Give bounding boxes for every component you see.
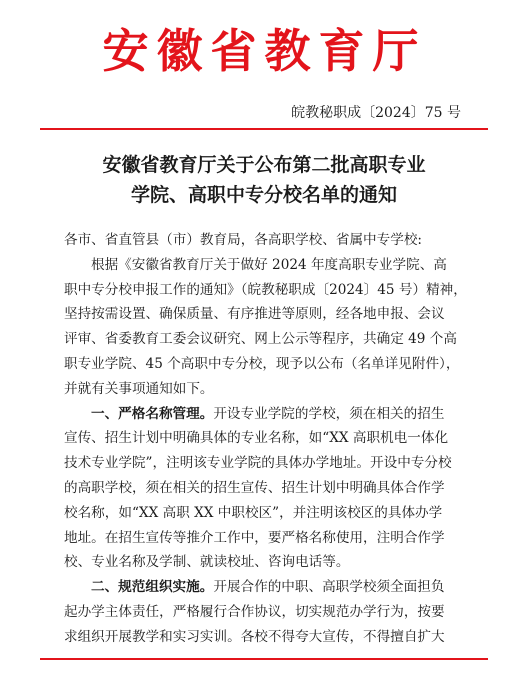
issuer-header: 安徽省教育厅 [102, 24, 427, 78]
body-line: 的高职学校，须在相关的招生宣传、招生计划中明确具体合作学 [64, 479, 445, 496]
body-line: 并就有关事项通知如下。 [64, 380, 214, 397]
salutation: 各市、省直管县（市）教育局，各高职学校、省属中专学校: [64, 232, 423, 248]
section-2-line [64, 575, 462, 600]
title-line: 安徽省教育厅关于公布第二批高职专业 [102, 154, 426, 176]
body-line: 评审、省委教育工委会议研究、网上公示等程序，共确定 49 个高 [64, 331, 457, 348]
body-line: 宣传、招生计划中明确具体的专业名称，如“XX 高职机电一体化 [64, 430, 449, 447]
body-line: 地址。在招生宣传等推介工作中，要严格名称使用，注明合作学 [64, 529, 445, 546]
body-line: 技术专业学院”，注明该专业学院的具体办学地址。开设中专分校 [64, 455, 452, 472]
document-number: 皖教秘职成〔2024〕75 号 [291, 105, 461, 121]
body-line: 求组织开展教学和实习实训。各校不得夸大宣传，不得擅自扩大 [64, 628, 445, 645]
body-line: 坚持按需设置、确保质量、有序推进等原则，经各地申报、会议 [64, 306, 445, 323]
body-line: 校名称，如“XX 高职 XX 中职校区”，并注明该校区的具体办学 [64, 504, 443, 521]
document-body [64, 228, 467, 650]
body-line: 职中专分校申报工作的通知》（皖教秘职成〔2024〕45 号）精神， [64, 281, 467, 298]
section-1-line [64, 402, 462, 427]
title-line: 学院、高职中专分校名单的通知 [130, 184, 397, 206]
body-line: 起办学主体责任，严格履行合作协议，切实规范办学行为，按要 [64, 603, 445, 620]
body-line: 校、专业名称及学制、就读校址、咨询电话等。 [64, 554, 350, 571]
body-text: 开设专业学院的学校，须在相关的招生 [213, 405, 445, 422]
section-heading: 二、规范组织实施。 [91, 579, 214, 596]
red-divider-top [40, 128, 488, 130]
section-heading: 一、严格名称管理。 [91, 405, 214, 422]
body-text: 开展合作的中职、高职学校须全面担负 [213, 579, 445, 596]
red-divider-bottom [40, 658, 488, 660]
body-line: 职专业学院、45 个高职中专分校，现予以公布（名单详见附件）， [64, 355, 460, 372]
body-line: 根据《安徽省教育厅关于做好 2024 年度高职专业学院、高 [91, 256, 447, 273]
document-title [40, 150, 488, 210]
